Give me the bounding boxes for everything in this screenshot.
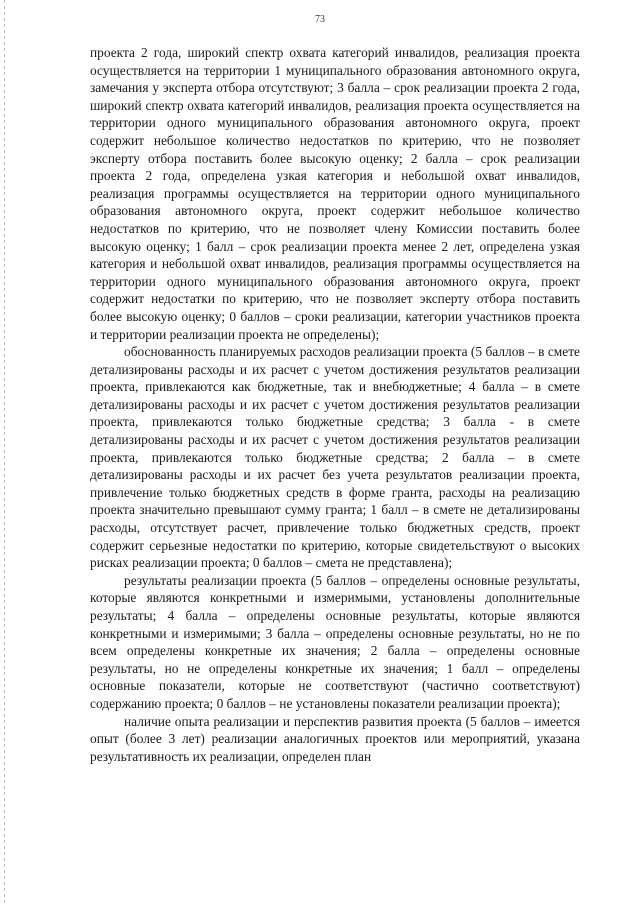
- scan-edge: [4, 0, 5, 905]
- paragraph-4: наличие опыта реализации и перспектив развития проекта (5 баллов – имеется опыт (более 3 лет) реализации аналогичных проектов или мероприятий, указана результативность их реализации, определен план: [90, 713, 580, 764]
- paragraph-2: обоснованность планируемых расходов реализации проекта (5 баллов – в смете детализированы расходы и их расчет с учетом достижения результатов реализации проекта, привлекаются как бюджетные, так и внебюджетные; 4 балла – в смете детализированы расходы и их расчет с учетом достижения результатов реализации проекта, привлекаются только бюджетные средства; 3 балла - в смете детализированы расходы и их расчет с учетом достижения результатов реализации проекта, привлекаются только бюджетные средства; 2 балла – в смете детализированы расходы и их расчет без учета результатов реализации проекта, привлечение только бюджетных средств в форме гранта, расходы на реализацию проекта значительно превышают сумму гранта; 1 балл – в смете не детализированы расходы, отсутствует расчет, привлечение только бюджетных средств, проект содержит серьезные недостатки по критерию, которые свидетельствуют о высоких рисках реализации проекта; 0 баллов – смета не представлена);: [90, 344, 580, 571]
- document-body: [90, 44, 580, 765]
- paragraph-1: проекта 2 года, широкий спектр охвата категорий инвалидов, реализация проекта осуществляется на территории 1 муниципального образования автономного округа, замечания у эксперта отбора отсутствуют; 3 балла – срок реализации проекта 2 года, широкий спектр охвата категорий инвалидов, реализация проекта осуществляется на территории одного муниципального образования автономного округа, проект содержит небольшое количество недостатков по критерию, что не позволяет эксперту отбора поставить более высокую оценку; 2 балла – срок реализации проекта 2 года, определена узкая категория и небольшой охват инвалидов, реализация программы осуществляется на территории одного муниципального образования автономного округа, проект содержит небольшое количество недостатков по критерию, что не позволяет члену Комиссии поставить более высокую оценку; 1 балл – срок реализации проекта менее 2 лет, определена узкая категория и небольшой охват инвалидов, реализация программы осуществляется на территории одного муниципального образования автономного округа, проект содержит недостатки по критерию, что не позволяет эксперту отбора поставить более высокую оценку; 0 баллов – сроки реализации, категории участников проекта и территории реализации проекта не определены);: [90, 45, 580, 342]
- page-number: 73: [315, 14, 325, 25]
- paragraph-3: результаты реализации проекта (5 баллов – определены основные результаты, которые являются конкретными и измеримыми, установлены дополнительные результаты; 4 балла – определены основные результаты, которые являются конкретными и измеримыми; 3 балла – определены основные результаты, но не по всем определены конкретные их значения; 2 балла – определены основные результаты, но не определены конкретные их значения; 1 балл – определены основные показатели, которые не соответствуют (частично соответствуют) содержанию проекта; 0 баллов – не установлены показатели реализации проекта);: [90, 572, 580, 711]
